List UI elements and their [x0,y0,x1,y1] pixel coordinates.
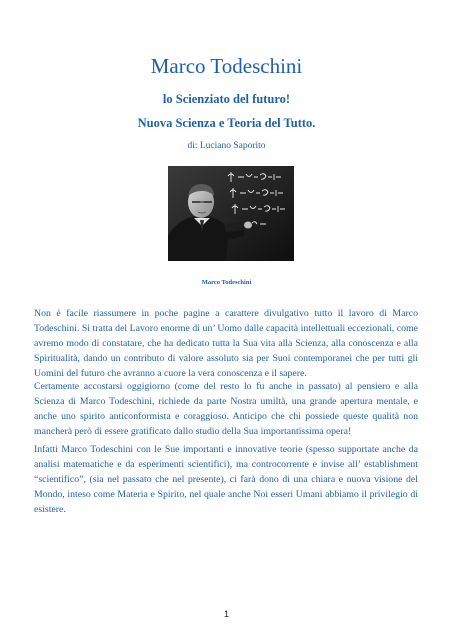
paragraph-approach: Certamente accostarsi oggigiorno (come del resto lo fu anche in passato) al pensiero e alla Scienza di Marco Todeschini, richiede da parte Nostra umiltà, una grande apertura mentale, e anche uno spirito anticonformista e coraggioso. Anticipo che chi possiede queste qualità non mancherà però di essere gratificato dallo studio della Sua importantissima opera! [34,381,418,437]
page-number: 1 [223,609,229,619]
document-subtitle: lo Scienziato del futuro! [162,92,291,106]
paragraph-theories: Infatti Marco Todeschini con le Sue importanti e innovative teorie (spesso supportate anche da analisi matematiche e da esperimenti scientifici), ma controcorrente e invise all’ establishment “scientifico”, (sia nel passato che nel presente), ci farà dono di una chiara e nuova visione del Mondo, inteso come Materia e Spirito, nel quale anche Noi esseri Umani abbiamo il privilegio di esistere. [34,444,418,515]
document-title: Marco Todeschini [150,54,303,78]
portrait-photo [168,166,294,261]
author-line: di: Luciano Saporito [187,141,266,151]
photo-illustration [168,166,294,261]
paragraph-intro: Non è facile riassumere in poche pagine a carattere divulgativo tutto il lavoro di Marco Todeschini. Si tratta del Lavoro enorme di un’ Uomo dalle capacità intellettuali eccezionali, come avremo modo di constatare, che ha dedicato tutta la Sua vita alla Scienza, alla conoscenza e alla Spiritualità, dando un contributo di valore assoluto sia per Suoi contemporanei che per tutti gli Uomini del futuro che avranno a cuore la vera conoscenza e il sapere. [34,308,418,379]
photo-caption: Marco Todeschini [201,279,252,286]
document-subtitle-secondary: Nuova Scienza e Teoria del Tutto. [137,116,316,130]
